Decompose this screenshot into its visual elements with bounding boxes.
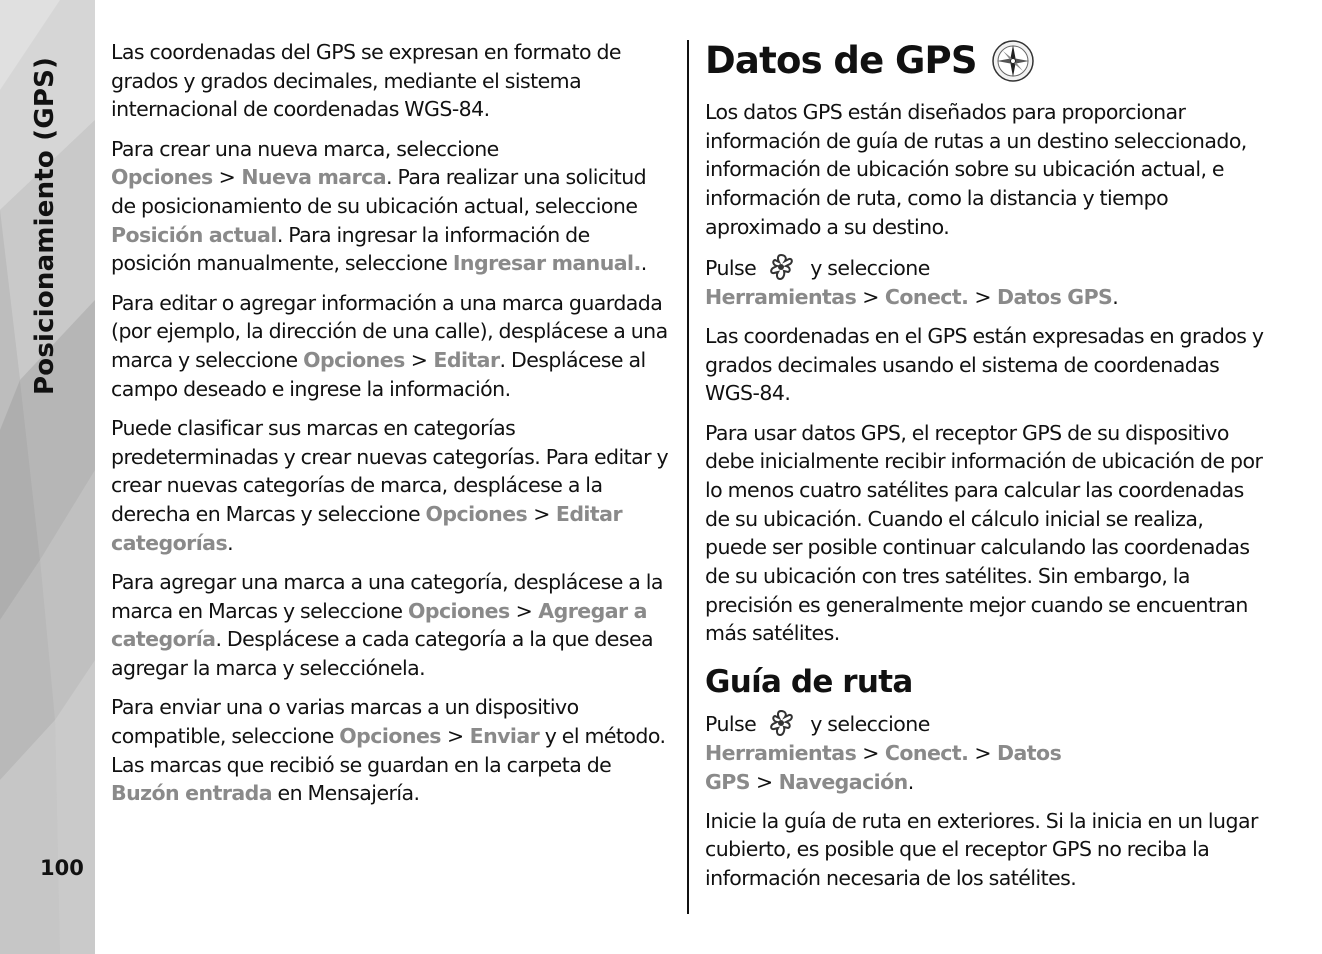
- page-number: 100: [40, 856, 84, 880]
- paragraph-gps-coordinates: Las coordenadas en el GPS están expresadas en grados y grados decimales usando el sistema de coordenadas WGS-84.: [705, 323, 1264, 406]
- paragraph-open-navigation: Pulse y seleccione Herramientas > Conect. > Datos GPS > Navegación.: [705, 708, 1270, 796]
- paragraph-outdoor-guidance: Inicie la guía de ruta en exteriores. Si la inicia en un lugar cubierto, es posible que el receptor GPS no reciba la información necesaria de los satélites.: [705, 808, 1258, 891]
- paragraph-open-gps-data: Pulse y seleccione Herramientas > Conect. > Datos GPS.: [705, 252, 1270, 311]
- menu-ref-nueva-marca: Nueva marca: [241, 165, 387, 190]
- menu-ref-opciones: Opciones: [407, 598, 510, 623]
- menu-ref-agregar-a-categoria: Agregar a categoría: [111, 598, 647, 652]
- column-divider: [687, 40, 689, 914]
- menu-ref-opciones: Opciones: [339, 723, 441, 748]
- right-column: [705, 36, 1270, 903]
- menu-separator: >: [755, 769, 773, 794]
- left-column: [111, 38, 675, 819]
- menu-separator: >: [862, 740, 879, 765]
- paragraph-categories: Puede clasificar sus marcas en categorías predeterminadas y crear nuevas categorías. Para editar y crear nuevas categorías de marca, desplácese a la derecha en Marcas y seleccione Opciones > Editar categorías.: [111, 415, 669, 555]
- menu-ref-ingresar-manual: Ingresar manual.: [452, 251, 641, 276]
- chapter-title: Posicionamiento (GPS): [30, 56, 60, 395]
- menu-separator: >: [974, 284, 992, 309]
- paragraph-add-to-category: Para agregar una marca a una categoría, desplácese a la marca en Marcas y seleccione Opciones > Agregar a categoría. Desplácese a cada categoría a la que desea agregar la marca y selecciónela.: [111, 569, 663, 681]
- menu-ref-editar: Editar: [433, 348, 500, 373]
- section-heading-guia-de-ruta: Guía de ruta: [705, 664, 913, 701]
- menu-ref-conect: Conect.: [884, 740, 969, 765]
- paragraph-coordinates-format: Las coordenadas del GPS se expresan en formato de grados y grados decimales, mediante el sistema internacional de coordenadas WGS-84.: [111, 40, 621, 122]
- menu-separator: >: [410, 348, 428, 373]
- menu-separator: >: [862, 284, 879, 309]
- menu-ref-editar-categorias: Editar categorías: [111, 502, 623, 555]
- chapter-sidebar: [0, 0, 95, 954]
- menu-separator: >: [446, 723, 464, 748]
- menu-ref-buzon-entrada: Buzón entrada: [111, 781, 273, 806]
- menu-ref-opciones: Opciones: [425, 502, 528, 527]
- menu-separator: >: [218, 165, 236, 190]
- gps-compass-icon: [991, 39, 1035, 83]
- paragraph-gps-data-intro: Los datos GPS están diseñados para proporcionar información de guía de rutas a un destino seleccionado, información de ubicación sobre su ubicación actual, e información de ruta, como la distancia y tiempo aproximado a su destino.: [705, 100, 1247, 239]
- menu-separator: >: [974, 740, 992, 765]
- menu-ref-enviar: Enviar: [469, 723, 540, 748]
- menu-key-icon: [768, 252, 794, 282]
- menu-ref-posicion-actual: Posición actual: [111, 222, 277, 247]
- menu-ref-herramientas: Herramientas: [705, 284, 857, 309]
- menu-ref-herramientas: Herramientas: [705, 740, 857, 765]
- section-heading-datos-gps: Datos de GPS: [705, 36, 1270, 86]
- menu-ref-opciones: Opciones: [111, 165, 213, 190]
- paragraph-satellites: Para usar datos GPS, el receptor GPS de su dispositivo debe inicialmente recibir información de ubicación de por lo menos cuatro satélites para calcular las coordenadas de su ubicación. Cuando el cálculo inicial se realiza, puede ser posible continuar calculando las coordenadas de su ubicación con tres satélites. Sin embargo, la precisión es generalmente mejor cuando se encuentran más satélites.: [705, 420, 1263, 646]
- menu-ref-conect: Conect.: [884, 284, 969, 309]
- menu-ref-datos-gps: Datos GPS: [705, 740, 1062, 794]
- menu-ref-navegacion: Navegación: [778, 769, 908, 794]
- menu-ref-datos-gps: Datos GPS: [997, 284, 1113, 309]
- paragraph-edit-landmark: Para editar o agregar información a una marca guardada (por ejemplo, la dirección de una calle), desplácese a una marca y seleccione Opciones > Editar. Desplácese al campo deseado e ingrese la información.: [111, 290, 668, 401]
- menu-ref-opciones: Opciones: [303, 348, 405, 373]
- menu-key-icon: [768, 708, 794, 738]
- paragraph-send-landmarks: Para enviar una o varias marcas a un dispositivo compatible, seleccione Opciones > Enviar y el método. Las marcas que recibió se guardan en la carpeta de Buzón entrada en Mensajería.: [111, 695, 666, 806]
- paragraph-create-landmark: Para crear una nueva marca, seleccione Opciones > Nueva marca. Para realizar una solicitud de posicionamiento de su ubicación actual, seleccione Posición actual. Para ingresar la información de posición manualmente, seleccione Ingresar manual..: [111, 136, 647, 276]
- menu-separator: >: [533, 502, 550, 527]
- menu-separator: >: [515, 598, 533, 623]
